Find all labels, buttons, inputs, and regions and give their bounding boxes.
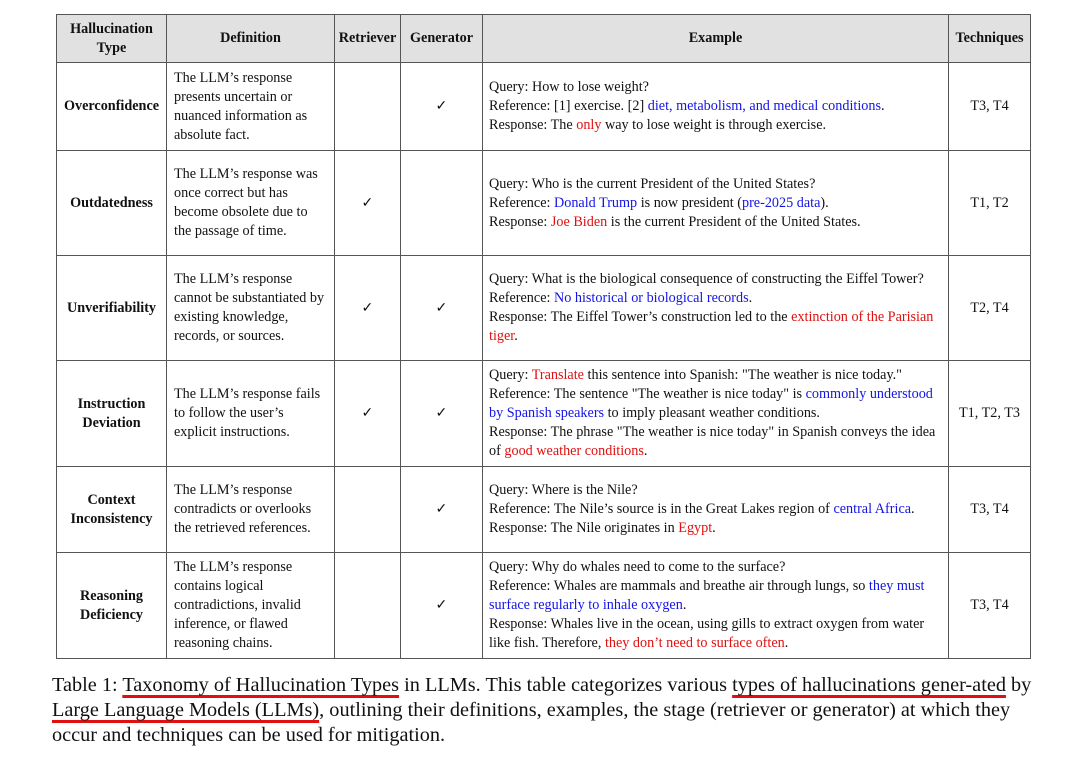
table-row: [57, 63, 1031, 151]
definition-cell: The LLM’s response contradicts or overlooks the retrieved references.: [167, 467, 335, 553]
example-response: [489, 213, 942, 232]
resp-text: .: [643, 443, 648, 459]
table-row: [57, 151, 1031, 256]
resp-highlight-red: Egypt: [678, 520, 713, 536]
header-type: Hallucination Type: [57, 15, 167, 63]
generator-check: [401, 151, 483, 256]
ref-text: Reference: Whales are mammals and breathe air through lungs, so: [489, 578, 869, 594]
type-cell: Context Inconsistency: [57, 467, 167, 553]
query-text: Query:: [489, 367, 532, 383]
example-query: Query: How to lose weight?: [489, 79, 649, 95]
generator-check: ✓: [401, 256, 483, 361]
techniques-cell: T3, T4: [949, 467, 1031, 553]
resp-text: .: [712, 520, 716, 536]
ref-highlight-blue: central Africa: [833, 501, 912, 517]
techniques-cell: T2, T4: [949, 256, 1031, 361]
table-caption: [52, 673, 1034, 748]
definition-cell: The LLM’s response fails to follow the user’s explicit instructions.: [167, 361, 335, 467]
example-cell: [483, 361, 949, 467]
header-definition: Definition: [167, 15, 335, 63]
example-query: Query: What is the biological consequence of constructing the Eiffel Tower?: [489, 271, 924, 287]
example-reference: [489, 97, 942, 116]
type-cell: Reasoning Deficiency: [57, 553, 167, 659]
example-reference: [489, 194, 942, 213]
caption-text: , outlining their definitions, examples, the stage (retriever or generator) at which they occur and techniques can be used for mitigation.: [52, 699, 1011, 746]
ref-text: Reference:: [489, 290, 554, 306]
ref-text: .: [911, 501, 915, 517]
resp-text: Response: The Nile originates in: [489, 520, 679, 536]
retriever-check: [335, 467, 401, 553]
ref-text: ).: [820, 194, 829, 211]
example-query: [489, 366, 942, 385]
example-response: [489, 519, 942, 538]
example-cell: [483, 467, 949, 553]
resp-text: Response:: [489, 213, 551, 230]
resp-text: is the current President of the United States.: [607, 213, 861, 230]
example-response: [489, 116, 942, 135]
table-row: [57, 256, 1031, 361]
resp-highlight-red: they don’t need to surface often: [604, 635, 785, 651]
retriever-check: ✓: [335, 361, 401, 467]
example-cell: [483, 553, 949, 659]
resp-text: Response: The: [489, 117, 577, 133]
generator-check: ✓: [401, 361, 483, 467]
definition-cell: The LLM’s response was once correct but has become obsolete due to the passage of time.: [167, 151, 335, 256]
resp-highlight-red: Joe Biden: [550, 213, 608, 230]
resp-highlight-red: extinction of the Parisian tiger: [489, 309, 934, 344]
techniques-cell: T1, T2: [949, 151, 1031, 256]
definition-cell: The LLM’s response contains logical contradictions, invalid inference, or flawed reasoning chains.: [167, 553, 335, 659]
caption-underlined: types of hallucinations gener-ated: [732, 674, 1006, 696]
table-row: [57, 467, 1031, 553]
table-row: [57, 553, 1031, 659]
retriever-check: ✓: [335, 151, 401, 256]
ref-highlight-blue: No historical or biological records: [553, 290, 749, 306]
query-highlight-red: Translate: [531, 367, 584, 383]
caption-underlined: Taxonomy of Hallucination Types: [122, 674, 400, 696]
techniques-cell: T3, T4: [949, 63, 1031, 151]
ref-text: is now president (: [637, 194, 742, 211]
example-reference: [489, 577, 942, 615]
example-response: [489, 615, 942, 653]
retriever-check: [335, 553, 401, 659]
example-response: [489, 308, 942, 346]
caption-label: Table 1:: [52, 674, 123, 696]
caption-text: in LLMs. This table categorizes various: [399, 674, 733, 696]
generator-check: ✓: [401, 467, 483, 553]
ref-highlight-blue: pre-2025 data: [741, 194, 821, 211]
example-query: Query: Who is the current President of the United States?: [489, 175, 816, 192]
example-query: Query: Where is the Nile?: [489, 482, 638, 498]
caption-text: by: [1005, 674, 1032, 696]
resp-text: .: [784, 635, 789, 651]
retriever-check: [335, 63, 401, 151]
ref-text: Reference:: [489, 194, 554, 211]
header-retriever: Retriever: [335, 15, 401, 63]
header-example: Example: [483, 15, 949, 63]
example-cell: [483, 63, 949, 151]
hallucination-taxonomy-table: [56, 14, 1031, 659]
type-cell: Unverifiability: [57, 256, 167, 361]
generator-check: ✓: [401, 63, 483, 151]
resp-text: Response: The phrase "The weather is nice today" in Spanish conveys the idea of: [489, 424, 936, 459]
example-reference: [489, 289, 942, 308]
ref-text: .: [682, 597, 687, 613]
table-header-row: [57, 15, 1031, 63]
ref-highlight-blue: they must surface regularly to inhale oxygen: [489, 578, 925, 613]
type-cell: Overconfidence: [57, 63, 167, 151]
ref-text: Reference: The sentence "The weather is nice today" is: [489, 386, 806, 402]
generator-check: ✓: [401, 553, 483, 659]
retriever-check: ✓: [335, 256, 401, 361]
example-query: Query: Why do whales need to come to the surface?: [489, 559, 786, 575]
resp-text: .: [514, 328, 518, 344]
ref-text: Reference: The Nile’s source is in the Great Lakes region of: [489, 501, 834, 517]
example-reference: [489, 500, 942, 519]
example-reference: [489, 385, 942, 423]
resp-highlight-red: good weather conditions: [504, 443, 644, 459]
type-cell: Instruction Deviation: [57, 361, 167, 467]
resp-text: way to lose weight is through exercise.: [601, 117, 827, 133]
techniques-cell: T3, T4: [949, 553, 1031, 659]
ref-highlight-blue: diet, metabolism, and medical conditions: [647, 98, 881, 114]
header-techniques: Techniques: [949, 15, 1031, 63]
ref-text: .: [881, 98, 885, 114]
type-cell: Outdatedness: [57, 151, 167, 256]
query-text: this sentence into Spanish: "The weather is nice today.": [583, 367, 902, 383]
example-cell: [483, 151, 949, 256]
techniques-cell: T1, T2, T3: [949, 361, 1031, 467]
header-generator: Generator: [401, 15, 483, 63]
definition-cell: The LLM’s response cannot be substantiated by existing knowledge, records, or sources.: [167, 256, 335, 361]
ref-highlight-blue: Donald Trump: [553, 194, 638, 211]
resp-text: Response: The Eiffel Tower’s construction led to the: [489, 309, 792, 325]
definition-cell: The LLM’s response presents uncertain or nuanced information as absolute fact.: [167, 63, 335, 151]
ref-text: .: [748, 290, 753, 306]
resp-text: Response: Whales live in the ocean, using gills to extract oxygen from water like fish. Therefore,: [489, 616, 925, 651]
ref-highlight-blue: commonly understood by Spanish speakers: [489, 386, 933, 421]
table-row: [57, 361, 1031, 467]
ref-text: Reference: [1] exercise. [2]: [489, 98, 648, 114]
caption-underlined: Large Language Models (LLMs): [52, 699, 320, 721]
ref-text: to imply pleasant weather conditions.: [604, 405, 820, 421]
example-cell: [483, 256, 949, 361]
resp-highlight-red: only: [576, 117, 602, 133]
example-response: [489, 423, 942, 461]
